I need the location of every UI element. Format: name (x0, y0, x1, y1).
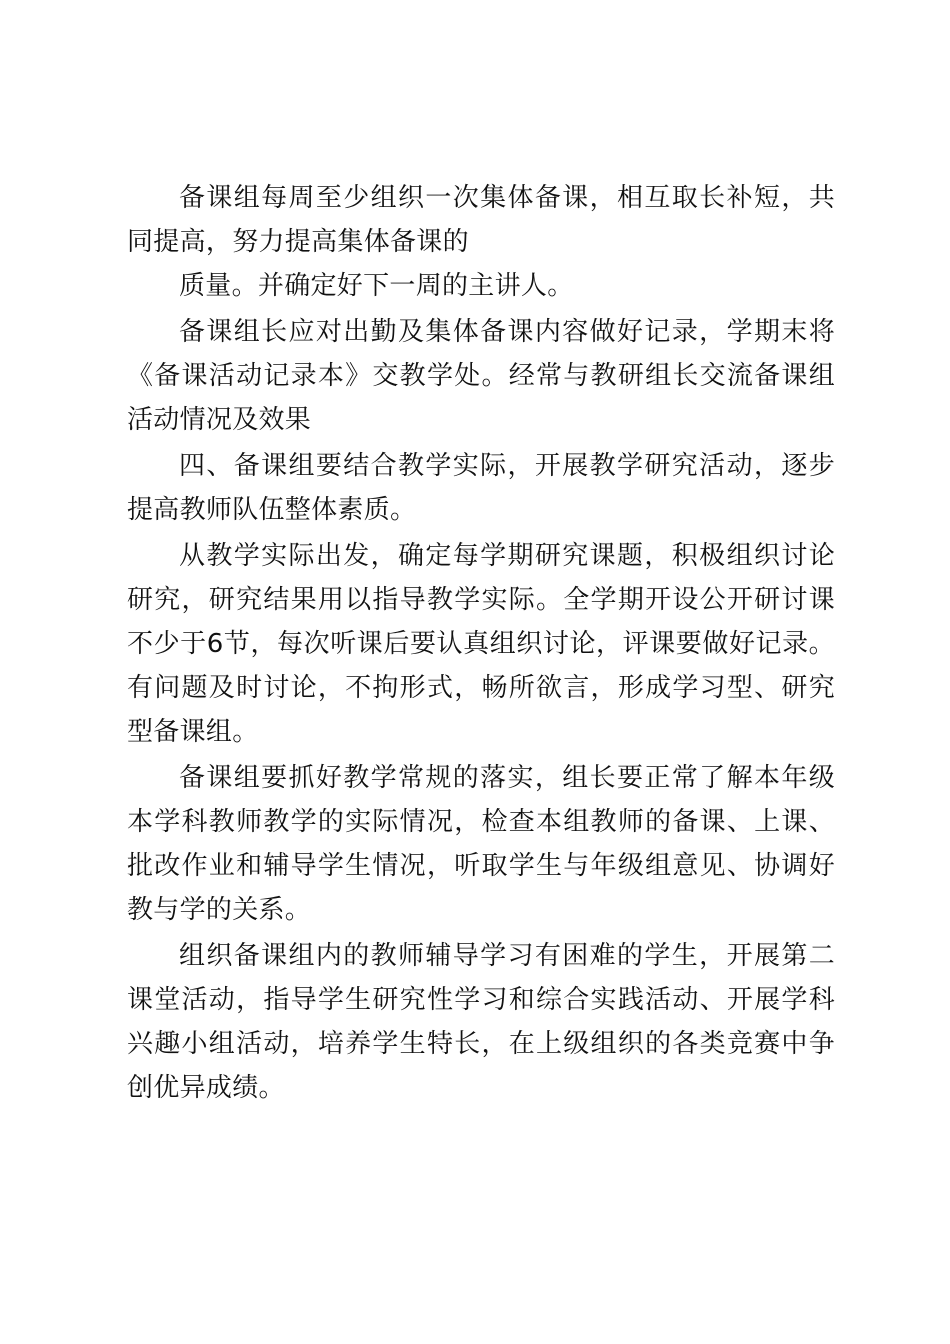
paragraph-teaching-routine: 备课组要抓好教学常规的落实，组长要正常了解本年级本学科教师教学的实际情况，检查本组教师的备课、上课、批改作业和辅导学生情况，听取学生与年级组意见、协调好教与学的关系。 (127, 763, 835, 925)
document-body (127, 176, 835, 1110)
paragraph-collective-lesson-prep: 备课组每周至少组织一次集体备课，相互取长补短，共同提高，努力提高集体备课的 (127, 183, 835, 257)
paragraph-section-four-heading: 四、备课组要结合教学实际，开展教学研究活动，逐步提高教师队伍整体素质。 (127, 451, 835, 525)
paragraph-quality-speaker: 质量。并确定好下一周的主讲人。 (179, 271, 574, 301)
paragraph-second-classroom: 组织备课组内的教师辅导学习有困难的学生，开展第二课堂活动，指导学生研究性学习和综合实践活动、开展学科兴趣小组活动，培养学生特长，在上级组织的各类竞赛中争创优异成绩。 (127, 941, 835, 1103)
paragraph-attendance-record: 备课组长应对出勤及集体备课内容做好记录，学期末将《备课活动记录本》交教学处。经常与教研组长交流备课组活动情况及效果 (127, 317, 835, 435)
paragraph-research-topics: 从教学实际出发，确定每学期研究课题，积极组织讨论研究，研究结果用以指导教学实际。全学期开设公开研讨课不少于6节，每次听课后要认真组织讨论，评课要做好记录。有问题及时讨论，不拘形式，畅所欲言，形成学习型、研究型备课组。 (127, 541, 835, 747)
